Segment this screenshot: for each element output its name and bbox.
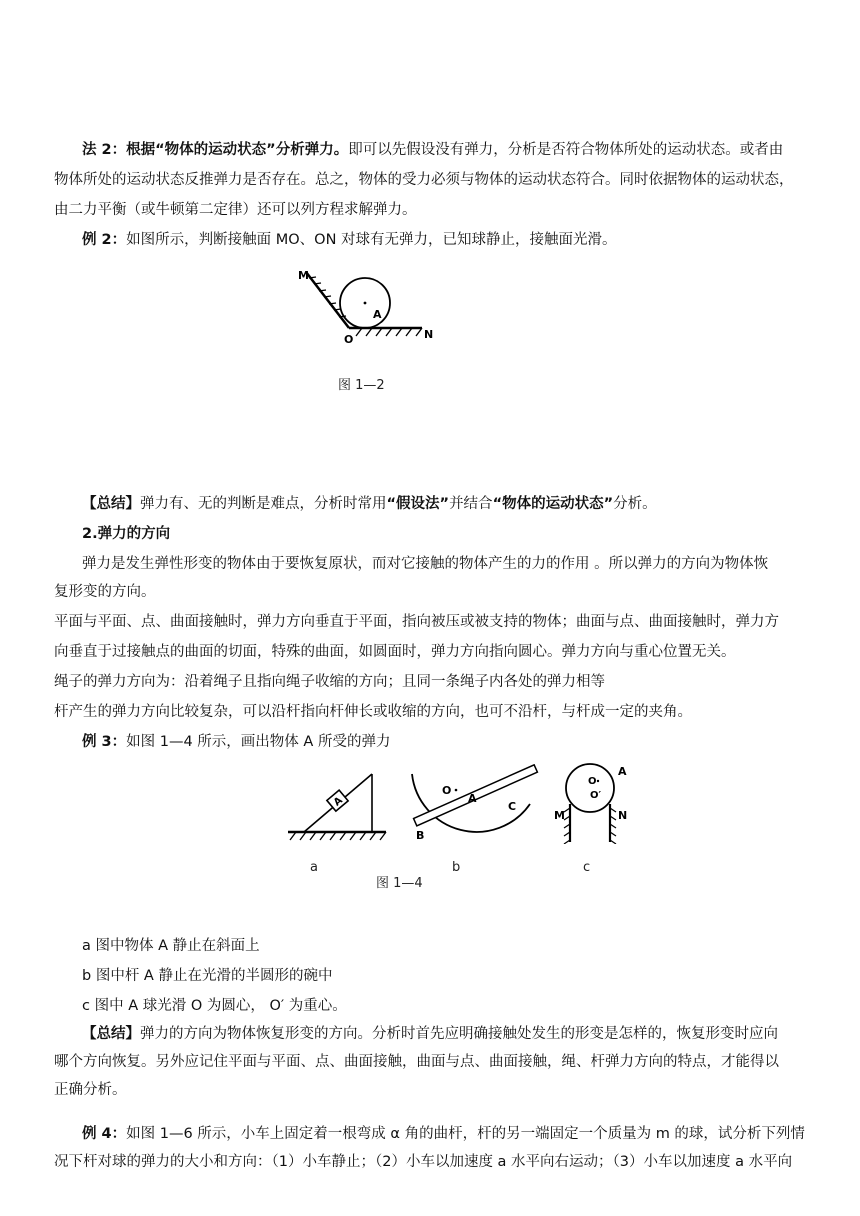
summary1-line (82, 494, 657, 514)
figure-1-4c (548, 762, 638, 844)
fig2-label-a: A (373, 308, 382, 321)
summary1-bracket: 【总结】 (82, 496, 140, 512)
example2-label: 例 2： (82, 232, 127, 248)
figure-1-2 (296, 266, 446, 348)
example4-text1: 如图 1—6 所示，小车上固定着一根弯成 α 角的曲杆，杆的另一端固定一个质量为 m 的球，试分析下列情 (126, 1126, 805, 1142)
example2-text: 如图所示，判断接触面 MO、ON 对球有无弹力，已知球静止，接触面光滑。 (126, 232, 617, 248)
fig-c-label-oprime: O′ (590, 790, 602, 801)
direction-line6: 杆产生的弹力方向比较复杂，可以沿杆指向杆伸长或收缩的方向，也可不沿杆，与杆成一定的夹角。 (54, 704, 692, 720)
example3-line (82, 732, 390, 752)
figure-1-4-caption: 图 1—4 (376, 876, 423, 891)
para1-line3: 由二力平衡（或牛顿第二定律）还可以列方程求解弹力。 (54, 202, 417, 218)
direction-line2: 复形变的方向。 (54, 584, 156, 600)
figure-1-4c-label: c (583, 860, 591, 875)
summary2-line3: 正确分析。 (54, 1082, 127, 1098)
direction-line4: 向垂直于过接触点的曲面的切面，特殊的曲面，如圆面时，弹力方向指向圆心。弹力方向与重心位置无关。 (54, 644, 736, 660)
para1-rest: 即可以先假设没有弹力，分析是否符合物体所处的运动状态。或者由 (348, 142, 784, 158)
para1-line1 (82, 140, 783, 160)
summary1-text3: 分析。 (613, 496, 657, 512)
figure-1-4a (282, 766, 392, 842)
summary1-text2: 并结合 (449, 496, 493, 512)
para1-line2: 物体所处的运动状态反推弹力是否存在。总之，物体的受力必须与物体的运动状态符合。同时依据物体的运动状态， (54, 172, 794, 188)
fig-c-label-m: M (554, 809, 565, 822)
fig-a-label-a: A (331, 795, 345, 809)
figure-1-4b (400, 764, 550, 844)
fig-b-label-a: A (468, 792, 477, 805)
summary2-line2: 哪个方向恢复。另外应记住平面与平面、点、曲面接触，曲面与点、曲面接触，绳、杆弹力方向的特点，才能得以 (54, 1054, 779, 1070)
example2-line (82, 230, 617, 250)
summary2-bracket: 【总结】 (82, 1026, 140, 1042)
fig-b-label-o: O (442, 784, 452, 797)
example4-line2: 况下杆对球的弹力的大小和方向：（1）小车静止；（2）小车以加速度 a 水平向右运动；（3）小车以加速度 a 水平向 (54, 1154, 793, 1170)
fig2-label-m: M (298, 269, 309, 282)
summary2-line1 (82, 1024, 778, 1044)
example3-item-a: a 图中物体 A 静止在斜面上 (82, 938, 260, 954)
example4-line1 (82, 1124, 805, 1144)
fig-c-label-o: O (588, 776, 597, 787)
fig-b-label-b: B (416, 829, 425, 842)
summary1-text1: 弹力有、无的判断是难点，分析时常用 (140, 496, 387, 512)
fig2-label-o: O (344, 333, 354, 346)
direction-line5: 绳子的弹力方向为：沿着绳子且指向绳子收缩的方向；且同一条绳子内各处的弹力相等 (54, 674, 605, 690)
summary1-bold2: “物体的运动状态” (492, 496, 614, 512)
figure-1-2-caption: 图 1—2 (338, 378, 385, 393)
example3-item-b: b 图中杆 A 静止在光滑的半圆形的碗中 (82, 968, 333, 984)
direction-line3: 平面与平面、点、曲面接触时，弹力方向垂直于平面，指向被压或被支持的物体；曲面与点、曲面接触时，弹力方 (54, 614, 779, 630)
example3-item-c: c 图中 A 球光滑 O 为圆心， O′ 为重心。 (82, 998, 347, 1014)
fig-b-label-c: C (508, 800, 517, 813)
example3-text: 如图 1—4 所示，画出物体 A 所受的弹力 (126, 734, 391, 750)
fig-c-label-a: A (618, 765, 627, 778)
section-2-heading: 2.弹力的方向 (82, 526, 171, 542)
example4-label: 例 4： (82, 1126, 127, 1142)
para1-bold: 法 2：根据“物体的运动状态”分析弹力。 (82, 142, 349, 158)
figure-1-4a-label: a (310, 860, 318, 875)
fig-c-label-n: N (618, 809, 628, 822)
example3-label: 例 3： (82, 734, 127, 750)
summary2-text1: 弹力的方向为物体恢复形变的方向。分析时首先应明确接触处发生的形变是怎样的，恢复形变时应向 (140, 1026, 778, 1042)
fig2-label-n: N (424, 328, 434, 341)
summary1-bold1: “假设法” (386, 496, 450, 512)
direction-line1: 弹力是发生弹性形变的物体由于要恢复原状，而对它接触的物体产生的力的作用 。所以弹力的方向为物体恢 (82, 556, 769, 572)
figure-1-4b-label: b (452, 860, 461, 875)
